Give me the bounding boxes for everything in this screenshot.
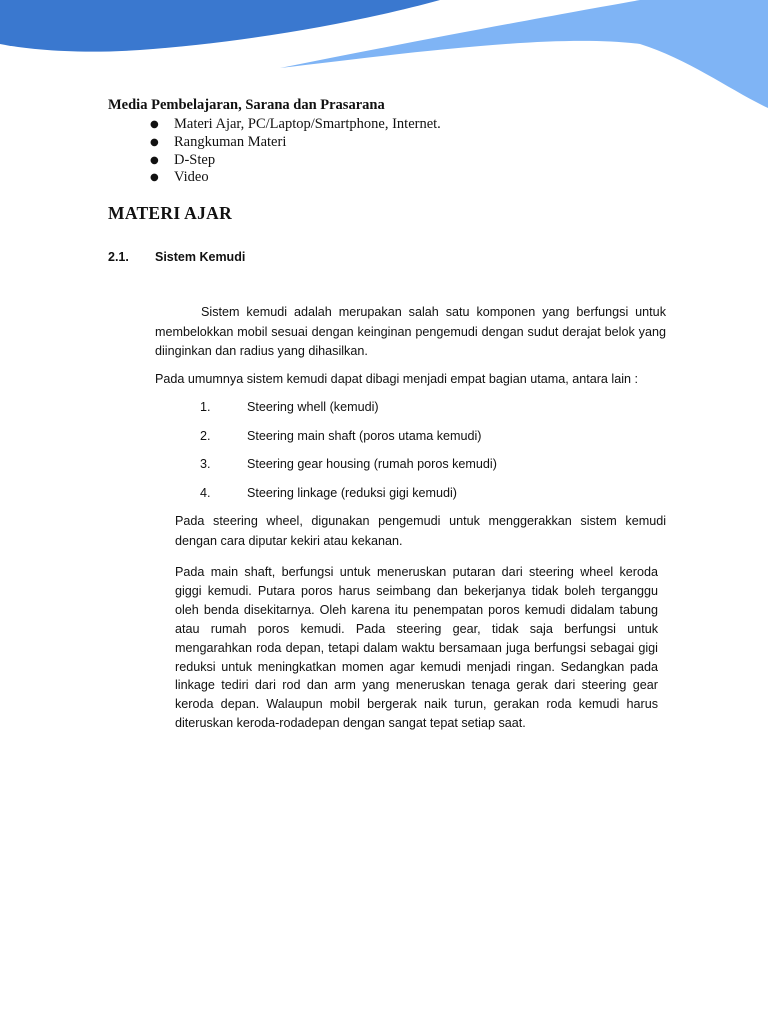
paragraph-definition: Sistem kemudi adalah merupakan salah satu komponen yang berfungsi untuk membelokkan mobil sesuai dengan keinginan pengemudi dengan sudut derajat belok yang diinginkan dan radius yang dihasilkan. bbox=[155, 305, 666, 358]
subsection-title: Sistem Kemudi bbox=[155, 250, 246, 264]
steering-parts-list bbox=[200, 398, 497, 512]
bullet-icon: ● bbox=[150, 154, 159, 166]
media-section-title: Media Pembelajaran, Sarana dan Prasarana bbox=[108, 97, 385, 113]
paragraph-main-shaft: Pada main shaft, berfungsi untuk meneruskan putaran dari steering wheel keroda giggi kemudi. Putara poros harus seimbang dan bekerjanya tidak boleh terganggu oleh benda disekitarnya. Oleh karena itu penempatan poros kemudi didalam tabung atau rumah poros kemudi. Pada steering gear, tidak saja berfungsi untuk mengarahkan roda depan, tetapi dalam waktu bersamaan juga berfungsi sebagai gigi reduksi untuk meningkatkan momen agar kemudi menjadi ringan. Sedangkan pada linkage tediri dari rod dan arm yang meneruskan tenaga gerak dari steering gear keroda depan. Walaupun mobil bergerak naik turun, gerakan roda kemudi harus diteruskan keroda-rodadepan dengan sangat tepat setiap saat. bbox=[175, 565, 658, 731]
paragraph-intro-parts: Pada umumnya sistem kemudi dapat dibagi menjadi empat bagian utama, antara lain : bbox=[155, 372, 639, 386]
list-item: 4. Steering linkage (reduksi gigi kemudi) bbox=[200, 485, 457, 500]
subsection-number: 2.1. bbox=[108, 250, 129, 264]
bullet-icon: ● bbox=[150, 136, 159, 148]
list-item: ● D-Step bbox=[150, 151, 216, 168]
media-list bbox=[150, 116, 441, 187]
list-item: 1. Steering whell (kemudi) bbox=[200, 400, 379, 414]
list-item: ● Video bbox=[150, 169, 209, 186]
bullet-icon: ● bbox=[150, 119, 159, 130]
header-wave-dark bbox=[0, 0, 440, 52]
bullet-icon: ● bbox=[150, 172, 159, 184]
section-title: MATERI AJAR bbox=[108, 203, 233, 223]
list-item: ● Rangkuman Materi bbox=[150, 133, 287, 150]
paragraph-steering-wheel: Pada steering wheel, digunakan pengemudi untuk menggerakkan sistem kemudi dengan cara diputar kekiri atau kekanan. bbox=[175, 514, 666, 548]
list-item: ● Materi Ajar, PC/Laptop/Smartphone, Internet. bbox=[150, 116, 441, 132]
list-item: 3. Steering gear housing (rumah poros kemudi) bbox=[200, 457, 497, 472]
list-item: 2. Steering main shaft (poros utama kemudi) bbox=[200, 428, 482, 443]
